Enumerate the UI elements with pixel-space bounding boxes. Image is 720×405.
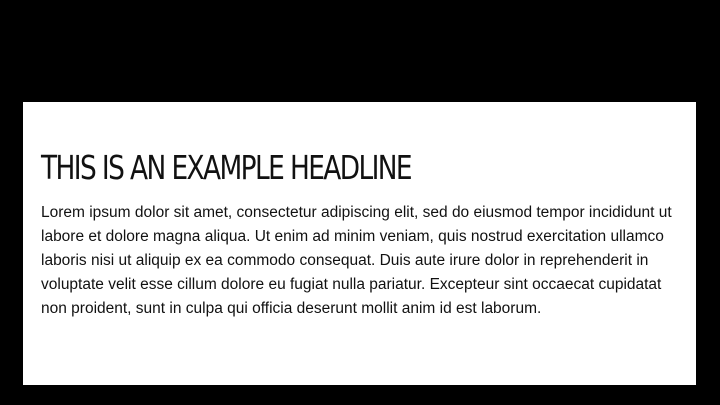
body-paragraph: Lorem ipsum dolor sit amet, consectetur adipiscing elit, sed do eiusmod tempor incididunt ut labore et dolore magna aliqua. Ut enim ad minim veniam, quis nostrud exercitation ullamco laboris nisi ut aliquip ex ea commodo consequat. Duis aute irure dolor in reprehenderit in voluptate velit esse cillum dolore eu fugiat nulla pariatur. Excepteur sint occaecat cupidatat non proident, sunt in culpa qui officia deserunt mollit anim id est laborum.: [41, 204, 672, 317]
content-card: [23, 102, 696, 385]
headline: THIS IS AN EXAMPLE HEADLINE: [41, 148, 411, 187]
